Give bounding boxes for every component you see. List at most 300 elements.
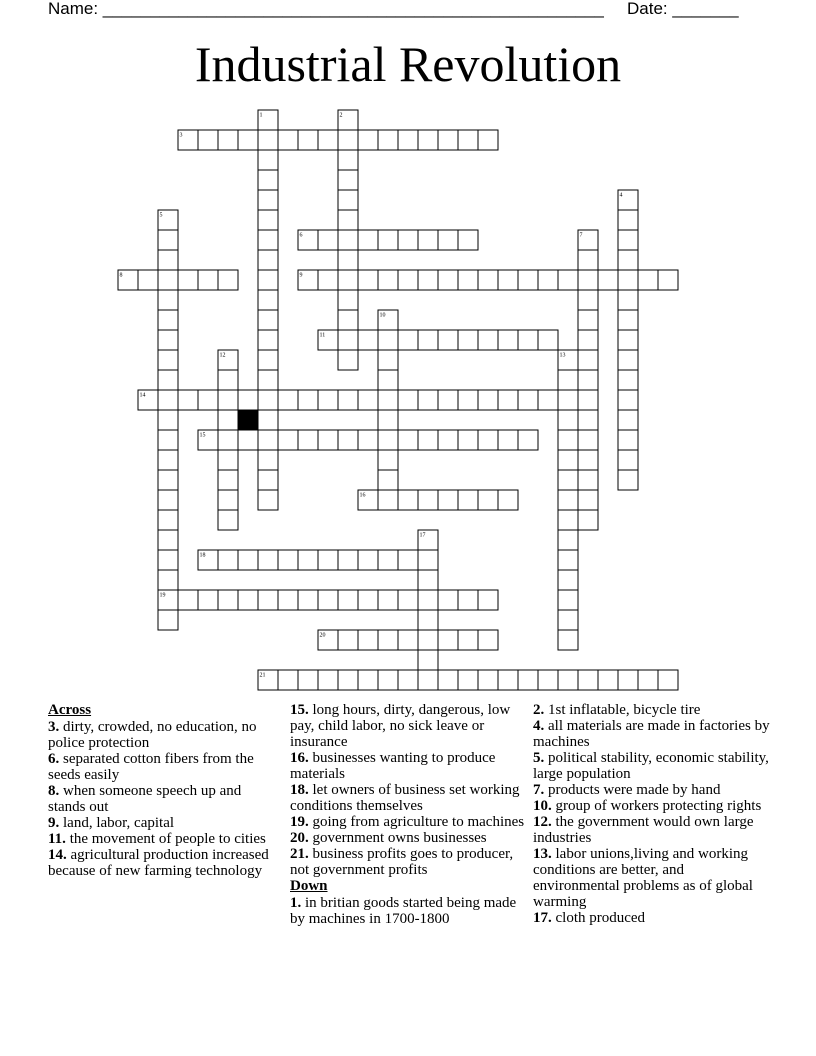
grid-cell[interactable] — [378, 490, 398, 510]
grid-cell[interactable] — [158, 530, 178, 550]
grid-cell[interactable] — [558, 530, 578, 550]
grid-cell[interactable] — [198, 270, 218, 290]
grid-cell[interactable] — [198, 130, 218, 150]
grid-cell[interactable] — [278, 590, 298, 610]
grid-cell[interactable] — [158, 470, 178, 490]
grid-cell[interactable] — [258, 250, 278, 270]
grid-cell[interactable] — [278, 130, 298, 150]
grid-cell[interactable] — [158, 290, 178, 310]
clue-number: 10. — [533, 798, 552, 814]
grid-cell[interactable] — [178, 270, 198, 290]
date-line[interactable]: Date: _______ — [627, 0, 739, 18]
grid-cell[interactable] — [238, 130, 258, 150]
grid-cell[interactable] — [238, 390, 258, 410]
grid-cell[interactable] — [338, 170, 358, 190]
grid-cell[interactable] — [258, 290, 278, 310]
clue-across-8 — [48, 783, 276, 815]
grid-cell[interactable] — [418, 230, 438, 250]
grid-cell[interactable] — [398, 130, 418, 150]
grid-cell[interactable] — [258, 390, 278, 410]
grid-cell[interactable] — [378, 230, 398, 250]
grid-cell[interactable] — [238, 590, 258, 610]
grid-cell[interactable] — [618, 350, 638, 370]
grid-cell[interactable] — [298, 590, 318, 610]
grid-cell[interactable] — [158, 250, 178, 270]
grid-cell[interactable] — [418, 570, 438, 590]
grid-cell[interactable] — [178, 390, 198, 410]
grid-cell[interactable] — [458, 630, 478, 650]
grid-cell[interactable] — [578, 450, 598, 470]
grid-cell[interactable] — [498, 390, 518, 410]
grid-cell[interactable] — [638, 670, 658, 690]
grid-cell[interactable] — [158, 370, 178, 390]
grid-cell[interactable] — [618, 230, 638, 250]
grid-cell[interactable] — [498, 330, 518, 350]
grid-cell[interactable] — [418, 630, 438, 650]
grid-cell[interactable] — [398, 670, 418, 690]
clue-number: 13. — [533, 846, 552, 862]
grid-cell[interactable] — [158, 450, 178, 470]
grid-cell[interactable] — [258, 310, 278, 330]
grid-cell[interactable] — [578, 670, 598, 690]
grid-cell[interactable] — [578, 290, 598, 310]
grid-cell[interactable] — [358, 430, 378, 450]
grid-cell[interactable] — [398, 230, 418, 250]
grid-cell[interactable] — [618, 290, 638, 310]
grid-cell[interactable] — [438, 230, 458, 250]
grid-cell[interactable] — [378, 330, 398, 350]
grid-cell[interactable] — [478, 270, 498, 290]
clue-across-21 — [290, 846, 526, 878]
clue-text: political stability, economic stability, large population — [533, 750, 769, 782]
grid-cell[interactable] — [158, 270, 178, 290]
grid-cell[interactable] — [458, 270, 478, 290]
clue-text: 1st inflatable, bicycle tire — [544, 702, 701, 718]
grid-cell[interactable] — [398, 270, 418, 290]
grid-cell[interactable] — [238, 550, 258, 570]
cell-number-4: 4 — [619, 192, 623, 199]
grid-cell[interactable] — [378, 470, 398, 490]
clue-across-9 — [48, 815, 276, 831]
grid-cell[interactable] — [578, 390, 598, 410]
grid-cell[interactable] — [378, 390, 398, 410]
grid-cell[interactable] — [338, 190, 358, 210]
grid-cell[interactable] — [398, 430, 418, 450]
grid-cell[interactable] — [498, 430, 518, 450]
grid-cell[interactable] — [438, 390, 458, 410]
grid-cell[interactable] — [358, 670, 378, 690]
grid-cell[interactable] — [578, 370, 598, 390]
grid-cell[interactable] — [558, 410, 578, 430]
cell-number-12: 12 — [219, 352, 226, 359]
grid-cell[interactable] — [618, 310, 638, 330]
grid-cell[interactable] — [378, 450, 398, 470]
grid-cell[interactable] — [258, 170, 278, 190]
grid-cell[interactable] — [378, 670, 398, 690]
grid-cell[interactable] — [218, 590, 238, 610]
grid-cell[interactable] — [158, 410, 178, 430]
grid-cell[interactable] — [458, 670, 478, 690]
grid-cell[interactable] — [558, 270, 578, 290]
grid-cell[interactable] — [218, 470, 238, 490]
grid-cell[interactable] — [338, 210, 358, 230]
grid-cell[interactable] — [338, 430, 358, 450]
grid-cell[interactable] — [478, 330, 498, 350]
grid-cell[interactable] — [438, 330, 458, 350]
page-title: Industrial Revolution — [194, 36, 622, 92]
grid-cell[interactable] — [618, 210, 638, 230]
grid-cell[interactable] — [198, 590, 218, 610]
grid-cell[interactable] — [498, 670, 518, 690]
grid-cell[interactable] — [638, 270, 658, 290]
grid-cell[interactable] — [378, 350, 398, 370]
grid-cell[interactable] — [578, 490, 598, 510]
grid-cell[interactable] — [258, 490, 278, 510]
grid-cell[interactable] — [578, 310, 598, 330]
grid-cell[interactable] — [218, 550, 238, 570]
grid-cell[interactable] — [258, 590, 278, 610]
cell-number-11: 11 — [319, 332, 326, 339]
grid-cell[interactable] — [318, 270, 338, 290]
clue-number: 7. — [533, 782, 545, 798]
grid-cell[interactable] — [558, 610, 578, 630]
cell-number-1: 1 — [259, 112, 263, 119]
grid-cell[interactable] — [418, 130, 438, 150]
grid-cell[interactable] — [258, 410, 278, 430]
grid-cell[interactable] — [618, 670, 638, 690]
grid-cell[interactable] — [438, 490, 458, 510]
grid-cell[interactable] — [158, 390, 178, 410]
grid-cell[interactable] — [338, 550, 358, 570]
grid-cell[interactable] — [418, 490, 438, 510]
grid-cell[interactable] — [438, 430, 458, 450]
grid-cell[interactable] — [358, 630, 378, 650]
grid-cell[interactable] — [318, 550, 338, 570]
grid-cell[interactable] — [618, 450, 638, 470]
grid-cell[interactable] — [218, 490, 238, 510]
grid-cell[interactable] — [578, 430, 598, 450]
grid-cell[interactable] — [338, 290, 358, 310]
clue-number: 21. — [290, 846, 309, 862]
grid-cell[interactable] — [378, 430, 398, 450]
grid-cell[interactable] — [618, 330, 638, 350]
grid-cell[interactable] — [258, 150, 278, 170]
clue-text: long hours, dirty, dangerous, low pay, child labor, no sick leave or insurance — [290, 702, 511, 750]
clue-text: going from agriculture to machines — [308, 814, 525, 830]
clue-across-20 — [290, 830, 526, 846]
grid-cell[interactable] — [478, 590, 498, 610]
grid-cell[interactable] — [618, 370, 638, 390]
down-clue-list-continued — [533, 702, 771, 926]
grid-cell[interactable] — [378, 630, 398, 650]
clue-number: 1. — [290, 895, 302, 911]
clue-down-12 — [533, 814, 771, 846]
grid-cell[interactable] — [258, 550, 278, 570]
grid-cell[interactable] — [478, 390, 498, 410]
grid-cell[interactable] — [518, 270, 538, 290]
grid-cell[interactable] — [338, 270, 358, 290]
grid-cell[interactable] — [338, 330, 358, 350]
grid-cell[interactable] — [618, 390, 638, 410]
grid-cell[interactable] — [418, 590, 438, 610]
grid-cell[interactable] — [258, 230, 278, 250]
grid-cell[interactable] — [418, 610, 438, 630]
grid-cell[interactable] — [158, 610, 178, 630]
grid-cell[interactable] — [398, 490, 418, 510]
grid-cell[interactable] — [338, 250, 358, 270]
grid-cell[interactable] — [158, 510, 178, 530]
grid-cell[interactable] — [618, 410, 638, 430]
clue-text: labor unions,living and working conditions are better, and environmental problems as of global warming — [533, 846, 753, 910]
grid-cell[interactable] — [618, 270, 638, 290]
grid-cell[interactable] — [578, 330, 598, 350]
grid-cell[interactable] — [578, 410, 598, 430]
grid-cell[interactable] — [538, 390, 558, 410]
grid-cell[interactable] — [298, 130, 318, 150]
grid-cell[interactable] — [518, 670, 538, 690]
grid-cell[interactable] — [398, 330, 418, 350]
grid-cell[interactable] — [358, 390, 378, 410]
grid-cell[interactable] — [558, 630, 578, 650]
grid-cell[interactable] — [558, 670, 578, 690]
grid-cell[interactable] — [338, 230, 358, 250]
grid-cell[interactable] — [178, 590, 198, 610]
grid-cell[interactable] — [278, 550, 298, 570]
grid-cell[interactable] — [578, 250, 598, 270]
grid-cell[interactable] — [338, 310, 358, 330]
grid-cell[interactable] — [218, 370, 238, 390]
grid-cell[interactable] — [558, 390, 578, 410]
grid-cell[interactable] — [398, 590, 418, 610]
grid-cell[interactable] — [558, 470, 578, 490]
grid-cell[interactable] — [218, 510, 238, 530]
grid-cell[interactable] — [478, 490, 498, 510]
grid-cell[interactable] — [418, 390, 438, 410]
clue-number: 6. — [48, 751, 60, 767]
clue-text: business profits goes to producer, not government profits — [290, 846, 514, 878]
grid-cell[interactable] — [438, 130, 458, 150]
grid-cell[interactable] — [258, 190, 278, 210]
grid-cell[interactable] — [378, 370, 398, 390]
grid-cell[interactable] — [218, 450, 238, 470]
grid-cell[interactable] — [498, 490, 518, 510]
grid-cell[interactable] — [438, 270, 458, 290]
grid-cell[interactable] — [298, 670, 318, 690]
grid-cell[interactable] — [618, 250, 638, 270]
clue-down-1 — [290, 895, 526, 927]
grid-cell[interactable] — [338, 390, 358, 410]
grid-cell[interactable] — [378, 550, 398, 570]
clue-down-2 — [533, 702, 771, 718]
grid-cell[interactable] — [158, 310, 178, 330]
clue-across-15 — [290, 702, 526, 750]
grid-cell[interactable] — [258, 430, 278, 450]
grid-cell[interactable] — [318, 230, 338, 250]
grid-cell[interactable] — [158, 490, 178, 510]
grid-cell[interactable] — [578, 270, 598, 290]
grid-cell[interactable] — [418, 670, 438, 690]
clue-number: 16. — [290, 750, 309, 766]
grid-cell[interactable] — [558, 550, 578, 570]
grid-cell[interactable] — [398, 390, 418, 410]
blocked-cell — [238, 410, 258, 430]
grid-cell[interactable] — [478, 130, 498, 150]
grid-cell[interactable] — [658, 270, 678, 290]
grid-cell[interactable] — [438, 590, 458, 610]
grid-cell[interactable] — [258, 130, 278, 150]
grid-cell[interactable] — [518, 390, 538, 410]
grid-cell[interactable] — [558, 430, 578, 450]
grid-cell[interactable] — [358, 550, 378, 570]
grid-cell[interactable] — [578, 350, 598, 370]
clue-text: cloth produced — [551, 910, 646, 926]
grid-cell[interactable] — [258, 450, 278, 470]
grid-cell[interactable] — [258, 470, 278, 490]
grid-cell[interactable] — [158, 550, 178, 570]
grid-cell[interactable] — [458, 390, 478, 410]
grid-cell[interactable] — [578, 470, 598, 490]
grid-cell[interactable] — [598, 670, 618, 690]
grid-cell[interactable] — [258, 210, 278, 230]
grid-cell[interactable] — [338, 130, 358, 150]
grid-cell[interactable] — [558, 490, 578, 510]
across-clue-list-continued — [290, 702, 526, 878]
grid-cell[interactable] — [338, 670, 358, 690]
grid-cell[interactable] — [358, 230, 378, 250]
grid-cell[interactable] — [318, 130, 338, 150]
grid-cell[interactable] — [598, 270, 618, 290]
clue-number: 5. — [533, 750, 545, 766]
grid-cell[interactable] — [298, 430, 318, 450]
grid-cell[interactable] — [478, 670, 498, 690]
grid-cell[interactable] — [338, 630, 358, 650]
grid-cell[interactable] — [338, 150, 358, 170]
grid-cell[interactable] — [298, 390, 318, 410]
grid-cell[interactable] — [378, 590, 398, 610]
grid-cell[interactable] — [218, 390, 238, 410]
grid-cell[interactable] — [278, 670, 298, 690]
grid-cell[interactable] — [398, 630, 418, 650]
grid-cell[interactable] — [558, 450, 578, 470]
grid-cell[interactable] — [378, 130, 398, 150]
grid-cell[interactable] — [158, 330, 178, 350]
grid-cell[interactable] — [498, 270, 518, 290]
grid-cell[interactable] — [338, 350, 358, 370]
down-clue-list — [290, 895, 526, 927]
grid-cell[interactable] — [418, 270, 438, 290]
grid-cell[interactable] — [318, 390, 338, 410]
grid-cell[interactable] — [258, 330, 278, 350]
grid-cell[interactable] — [418, 430, 438, 450]
grid-cell[interactable] — [378, 270, 398, 290]
grid-cell[interactable] — [158, 570, 178, 590]
grid-cell[interactable] — [518, 430, 538, 450]
clue-number: 14. — [48, 847, 67, 863]
grid-cell[interactable] — [138, 270, 158, 290]
grid-cell[interactable] — [298, 550, 318, 570]
grid-cell[interactable] — [198, 390, 218, 410]
grid-cell[interactable] — [458, 430, 478, 450]
grid-cell[interactable] — [558, 570, 578, 590]
grid-cell[interactable] — [418, 550, 438, 570]
grid-cell[interactable] — [478, 630, 498, 650]
grid-cell[interactable] — [358, 270, 378, 290]
cell-number-14: 14 — [139, 392, 146, 399]
cell-number-15: 15 — [199, 432, 206, 439]
clue-number: 11. — [48, 831, 66, 847]
grid-cell[interactable] — [538, 330, 558, 350]
grid-cell[interactable] — [398, 550, 418, 570]
cell-number-9: 9 — [299, 272, 303, 279]
grid-cell[interactable] — [278, 430, 298, 450]
grid-cell[interactable] — [538, 670, 558, 690]
clue-across-14 — [48, 847, 276, 879]
name-line[interactable]: Name: _____________________________________________________ — [48, 0, 604, 18]
clue-across-16 — [290, 750, 526, 782]
grid-cell[interactable] — [558, 590, 578, 610]
grid-cell[interactable] — [578, 510, 598, 530]
grid-cell[interactable] — [618, 430, 638, 450]
grid-cell[interactable] — [218, 130, 238, 150]
clue-text: group of workers protecting rights — [551, 798, 762, 814]
grid-cell[interactable] — [218, 430, 238, 450]
grid-cell[interactable] — [318, 670, 338, 690]
grid-cell[interactable] — [378, 410, 398, 430]
grid-cell[interactable] — [158, 230, 178, 250]
grid-cell[interactable] — [358, 330, 378, 350]
grid-cell[interactable] — [658, 670, 678, 690]
grid-cell[interactable] — [418, 650, 438, 670]
grid-cell[interactable] — [478, 430, 498, 450]
grid-cell[interactable] — [458, 590, 478, 610]
grid-cell[interactable] — [318, 590, 338, 610]
grid-cell[interactable] — [458, 330, 478, 350]
clue-number: 18. — [290, 782, 309, 798]
grid-cell[interactable] — [518, 330, 538, 350]
grid-cell[interactable] — [238, 430, 258, 450]
grid-cell[interactable] — [458, 130, 478, 150]
grid-cell[interactable] — [558, 370, 578, 390]
clue-number: 19. — [290, 814, 309, 830]
grid-cell[interactable] — [158, 430, 178, 450]
clue-column-3 — [533, 702, 771, 926]
grid-cell[interactable] — [338, 590, 358, 610]
clue-number: 8. — [48, 783, 60, 799]
grid-cell[interactable] — [258, 370, 278, 390]
grid-cell[interactable] — [258, 270, 278, 290]
grid-cell[interactable] — [438, 670, 458, 690]
grid-cell[interactable] — [258, 350, 278, 370]
grid-cell[interactable] — [418, 330, 438, 350]
grid-cell[interactable] — [218, 270, 238, 290]
grid-cell[interactable] — [158, 350, 178, 370]
grid-cell[interactable] — [218, 410, 238, 430]
cell-number-10: 10 — [379, 312, 386, 319]
grid-cell[interactable] — [278, 390, 298, 410]
grid-cell[interactable] — [618, 470, 638, 490]
grid-cell[interactable] — [538, 270, 558, 290]
grid-cell[interactable] — [558, 510, 578, 530]
across-heading: Across — [48, 702, 92, 718]
grid-cell[interactable] — [438, 630, 458, 650]
grid-cell[interactable] — [458, 490, 478, 510]
clue-down-17 — [533, 910, 771, 926]
grid-cell[interactable] — [358, 130, 378, 150]
down-heading: Down — [290, 878, 328, 894]
grid-cell[interactable] — [318, 430, 338, 450]
grid-cell[interactable] — [458, 230, 478, 250]
grid-cell[interactable] — [358, 590, 378, 610]
